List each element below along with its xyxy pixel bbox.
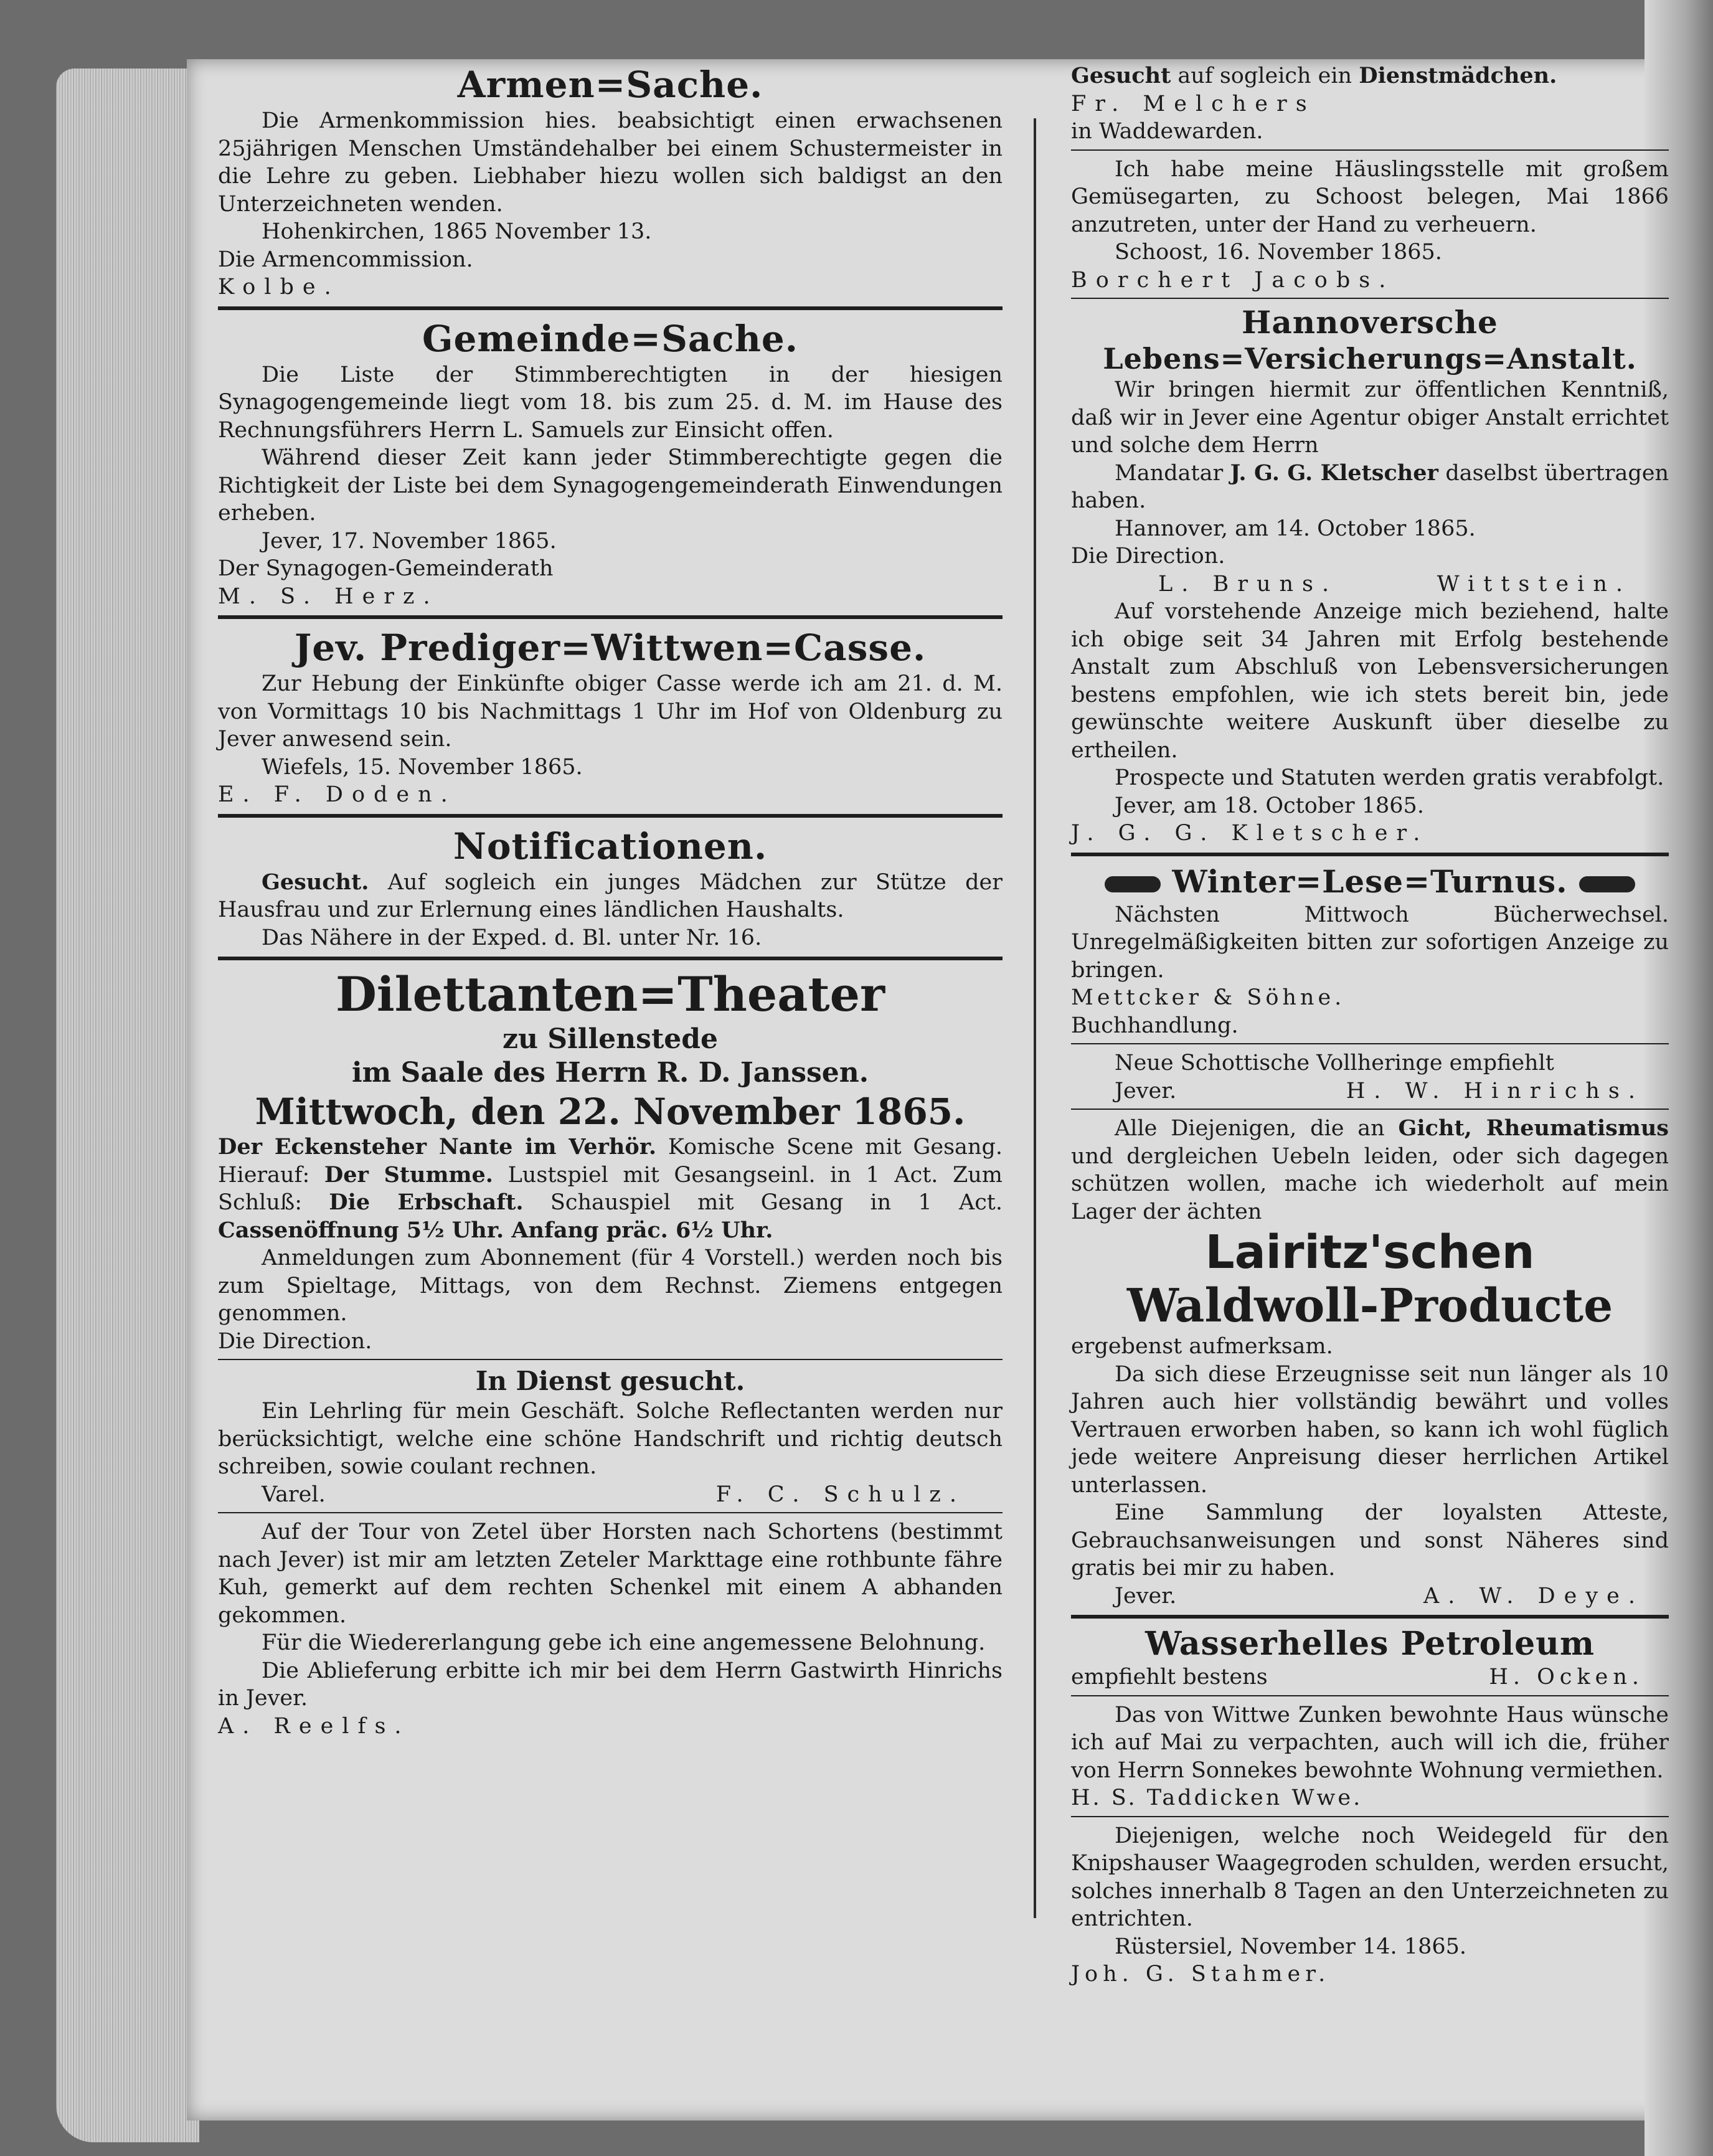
ad-body: und dergleichen Uebeln leiden, oder sich dagegen schützen wollen, mache ich wiederholt auf mein Lager der ächten <box>1071 1143 1669 1224</box>
ad-date: Rüstersiel, November 14. 1865. <box>1115 1934 1467 1959</box>
theater-location: zu Sillenstede <box>502 1023 719 1055</box>
ad-text: Auf vorstehende Anzeige mich beziehend, halte ich obige seit 34 Jahren mit Erfolg bestehende Anstalt zum Abschluß von Lebensversicherungen bestens empfohlen, wie ich stets bereit bin, jede gewünschte weitere Auskunft über dieselbe zu ertheilen. <box>1071 599 1669 763</box>
divider <box>1071 1615 1669 1619</box>
ad-winter-lese-turnus <box>1071 863 1669 1040</box>
ad-signature: Fr. Melchers <box>1071 91 1316 116</box>
ad-body: Auf sogleich ein junges Mädchen zur Stütze der Hausfrau und zur Erlernung eines ländlichen Haushalts. <box>218 869 1003 922</box>
play-2-desc: Lustspiel mit Gesangseinl. in 1 Act. Zum Schluß: <box>218 1162 1003 1215</box>
ad-text: Die Armenkommission hies. beabsichtigt einen erwachsenen 25jährigen Menschen Umständehalber bei einem Schustermeister in die Lehre zu geben. Liebhaber hiezu wollen sich baldigst an den Unterzeichneten wenden. <box>218 108 1003 217</box>
divider <box>218 1512 1003 1513</box>
divider <box>1071 149 1669 151</box>
ad-text: Auf der Tour von Zetel über Horsten nach Schortens (bestimmt nach Jever) ist mir am letzten Zeteler Markttage eine rothbunte fähre Kuh, gemerkt auf dem rechten Schenkel mit einem A abhanden gekommen. <box>218 1520 1003 1628</box>
ad-text <box>218 869 1003 924</box>
ad-title: Gemeinde=Sache. <box>422 317 798 360</box>
ad-title: Wasserhelles Petroleum <box>1144 1625 1595 1663</box>
ad-text: Die Liste der Stimmberechtigten in der hiesigen Synagogengemeinde liegt vom 18. bis zum 25. d. M. im Hause des Rechnungsführers Herrn L. Samuels zur Einsicht offen. <box>218 362 1003 443</box>
ad-signature: H. S. Taddicken Wwe. <box>1071 1785 1363 1810</box>
ad-prediger-casse <box>218 625 1003 809</box>
ad-text: Ich habe meine Häuslingsstelle mit großem Gemüsegarten, zu Schoost belegen, Mai 1866 anzutreten, unter der Hand zu verheuern. <box>1071 156 1669 237</box>
ad-signature: Joh. G. Stahmer. <box>1071 1962 1331 1987</box>
ad-title: Armen=Sache. <box>457 64 763 106</box>
ad-waldwoll <box>1071 1115 1669 1610</box>
ad-text: Neue Schottische Vollheringe empfiehlt <box>1115 1051 1554 1076</box>
ad-text: ergebenst aufmerksam. <box>1071 1334 1333 1359</box>
ad-signature: F. C. Schulz. <box>715 1482 965 1507</box>
ad-text: Nächsten Mittwoch Bücherwechsel. Unregelmäßigkeiten bitten zur sofortigen Anzeige zu bringen. <box>1071 902 1669 983</box>
ad-text: Da sich diese Erzeugnisse seit nun länger als 10 Jahren auch hier vollständig bewährt und volles Vertrauen erworben haben, so kann ich wohl füglich jede weitere Anpreisung dieser herrlichen Artikel unterlassen. <box>1071 1361 1669 1498</box>
ad-date: Wiefels, 15. November 1865. <box>262 754 583 780</box>
ad-notificationen <box>218 824 1003 952</box>
ad-title: In Dienst gesucht. <box>475 1366 745 1396</box>
ad-place: Jever. <box>1115 1078 1177 1104</box>
divider <box>1071 853 1669 856</box>
agent-name: J. G. G. Kletscher <box>1230 460 1438 486</box>
ad-body: daselbst übertragen haben. <box>1071 460 1669 513</box>
play-1: Der Eckensteher Nante im Verhör. <box>218 1134 657 1160</box>
ad-text: Für die Wiedererlangung gebe ich eine angemessene Belohnung. <box>262 1630 986 1655</box>
ad-signature: Die Direction. <box>218 1328 372 1354</box>
ad-signature: Borchert Jacobs. <box>1071 267 1395 293</box>
ad-text: Prospecte und Statuten werden gratis verabfolgt. <box>1115 765 1664 790</box>
ad-text: Wir bringen hiermit zur öffentlichen Kenntniß, daß wir in Jever eine Agentur obiger Anstalt errichtet und solche dem Herrn <box>1071 377 1669 458</box>
ad-signature: E. F. Doden. <box>218 782 456 807</box>
ad-text: Die Ablieferung erbitte ich mir bei dem Herrn Gastwirth Hinrichs in Jever. <box>218 1658 1003 1711</box>
ad-body: auf sogleich ein <box>1171 64 1359 88</box>
ad-heringe <box>1071 1049 1669 1105</box>
ad-text: Während dieser Zeit kann jeder Stimmberechtigte gegen die Richtigkeit der Liste bei dem Synagogengemeinderath Einwendungen erheben. <box>218 445 1003 526</box>
ad-signature: Mettcker & Söhne. <box>1071 985 1346 1010</box>
ad-signature: H. Ocken. <box>1489 1665 1644 1690</box>
ad-text: Diejenigen, welche noch Weidegeld für den Knipshauser Waagegroden schulden, werden ersucht, solches innerhalb 8 Tagen an den Unterzeichneten zu entrichten. <box>1071 1823 1669 1931</box>
ad-signature: J. G. G. Kletscher. <box>1071 821 1429 846</box>
ad-text: Eine Sammlung der loyalsten Atteste, Gebrauchsanweisungen und sonst Näheres sind gratis bei mir zu haben. <box>1071 1500 1669 1581</box>
ad-org: Die Armencommission. <box>218 247 473 272</box>
ad-reference: Das Nähere in der Exped. d. Bl. unter Nr. 16. <box>262 925 762 950</box>
divider <box>1071 1816 1669 1817</box>
ad-gemeinde-sache <box>218 316 1003 611</box>
divider <box>218 615 1003 619</box>
ad-dienst <box>218 1365 1003 1508</box>
ad-place: Jever. <box>1115 1583 1177 1609</box>
divider <box>218 306 1003 310</box>
ad-kuh <box>218 1518 1003 1740</box>
divider <box>1071 1109 1669 1110</box>
play-1-desc: Komische Scene mit Gesang. Hierauf: <box>218 1135 1003 1188</box>
ad-place: Varel. <box>262 1482 326 1507</box>
ad-lebensversicherung <box>1071 304 1669 848</box>
ad-theater <box>218 967 1003 1355</box>
book-page-edges <box>56 69 199 2142</box>
ad-title: Notificationen. <box>453 825 768 868</box>
ad-date: Jever, am 18. October 1865. <box>1115 793 1424 818</box>
right-column <box>1071 62 1669 1991</box>
ad-org: Der Synagogen-Gemeinderath <box>218 556 554 581</box>
ad-keyword: Gicht, Rheumatismus <box>1398 1115 1669 1141</box>
ad-lead: Gesucht. <box>262 869 369 895</box>
ad-signature: Wittstein. <box>1437 571 1631 597</box>
theater-date: Mittwoch, den 22. November 1865. <box>255 1090 966 1133</box>
ad-body: Alle Diejenigen, die an <box>1115 1116 1399 1141</box>
ad-date: Schoost, 16. November 1865. <box>1115 240 1442 265</box>
ad-signature: L. Bruns. <box>1158 571 1338 597</box>
ad-armen-sache <box>218 62 1003 301</box>
ornament-hand-icon <box>1105 876 1161 892</box>
divider <box>218 1359 1003 1360</box>
ad-signatures <box>1071 570 1669 598</box>
ad-weidegeld <box>1071 1822 1669 1988</box>
ad-text: Zur Hebung der Einkünfte obiger Casse werde ich am 21. d. M. von Vormittags 10 bis Nachmittags 1 Uhr im Hof von Oldenburg zu Jever anwesend sein. <box>218 671 1003 752</box>
product-title: Lairitz'schen <box>1205 1226 1535 1279</box>
ad-body: Mandatar <box>1115 460 1230 486</box>
ad-text <box>1071 460 1669 515</box>
ad-signature: H. W. Hinrichs. <box>1346 1078 1644 1104</box>
theater-venue: im Saale des Herrn R. D. Janssen. <box>351 1057 869 1089</box>
ad-text: Ein Lehrling für mein Geschäft. Solche Reflectanten werden nur berücksichtigt, welche eine schöne Handschrift und richtig deutsch schreiben, sowie coulant rechnen. <box>218 1399 1003 1479</box>
theater-programme <box>218 1133 1003 1244</box>
ad-title-text: Winter=Lese=Turnus. <box>1172 863 1568 900</box>
ad-petroleum <box>1071 1625 1669 1691</box>
divider <box>1071 1043 1669 1044</box>
ad-signature: Kolbe. <box>218 275 340 300</box>
divider <box>218 957 1003 960</box>
ad-subtitle: Buchhandlung. <box>1071 1013 1239 1038</box>
ad-haeuslingsstelle <box>1071 156 1669 295</box>
ad-footer <box>1071 1077 1669 1105</box>
left-column <box>218 62 1003 1742</box>
ad-footer <box>218 1481 1003 1509</box>
ad-zunken-haus <box>1071 1701 1669 1812</box>
column-divider <box>1034 118 1036 1918</box>
divider <box>1071 298 1669 299</box>
play-3: Die Erbschaft. <box>329 1189 524 1215</box>
ad-date: Jever, 17. November 1865. <box>262 528 557 554</box>
play-2: Der Stumme. <box>324 1161 493 1188</box>
ad-place: in Waddewarden. <box>1071 119 1263 144</box>
ad-footer <box>1071 1663 1669 1691</box>
ad-keyword: Dienstmädchen. <box>1359 63 1557 88</box>
ad-text <box>1071 62 1669 90</box>
ad-date: Hohenkirchen, 1865 November 13. <box>262 219 652 244</box>
ad-signature: A. Reelfs. <box>218 1713 410 1739</box>
ad-lead: Gesucht <box>1071 63 1171 88</box>
theater-title: Dilettanten=Theater <box>335 967 885 1022</box>
ad-footer <box>1071 1582 1669 1610</box>
ad-title: Jev. Prediger=Wittwen=Casse. <box>294 626 927 669</box>
ad-text: Anmeldungen zum Abonnement (für 4 Vorstell.) werden noch bis zum Spieltage, Mittags, von dem Rechnst. Ziemens entgegen genommen. <box>218 1246 1003 1326</box>
ad-signature: M. S. Herz. <box>218 584 439 609</box>
divider <box>1071 1695 1669 1696</box>
ornament-hand-icon <box>1579 876 1635 892</box>
theater-times: Cassenöffnung 5½ Uhr. Anfang präc. 6½ Uhr. <box>218 1217 773 1243</box>
divider <box>218 814 1003 818</box>
ad-text: Das von Wittwe Zunken bewohnte Haus wünsche ich auf Mai zu verpachten, auch will ich die, früher von Herrn Sonnekes bewohnte Wohnung vermiethen. <box>1071 1702 1669 1783</box>
ad-date: Hannover, am 14. October 1865. <box>1115 516 1476 541</box>
ad-signature: A. W. Deye. <box>1423 1583 1644 1609</box>
ad-text: empfiehlt bestens <box>1071 1665 1268 1690</box>
product-title: Waldwoll-Producte <box>1126 1279 1613 1333</box>
ad-title: Hannoversche <box>1242 304 1498 341</box>
ad-dienstmaedchen <box>1071 62 1669 146</box>
ad-org: Die Direction. <box>1071 544 1225 569</box>
ad-text <box>1071 1115 1669 1226</box>
ad-title <box>1071 863 1669 901</box>
ad-title: Lebens=Versicherungs=Anstalt. <box>1103 342 1637 376</box>
play-3-desc: Schauspiel mit Gesang in 1 Act. <box>523 1190 1003 1215</box>
